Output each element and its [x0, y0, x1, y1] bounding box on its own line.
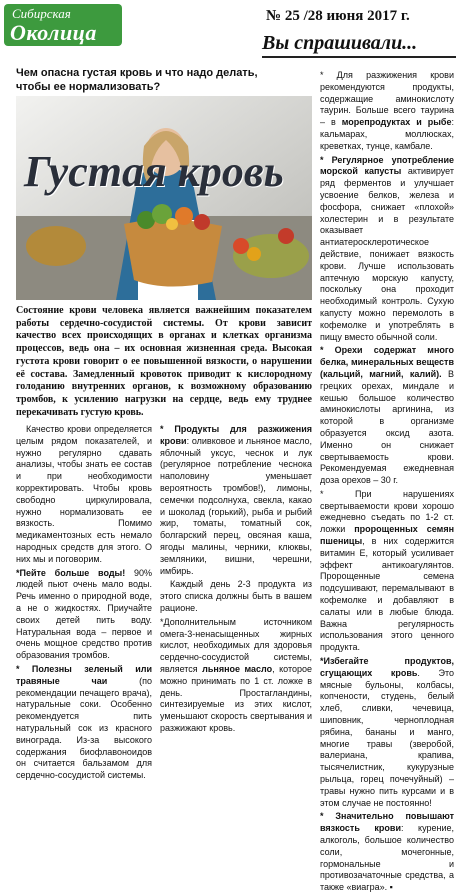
paragraph-heading: * Продукты для разжижения крови — [160, 424, 312, 446]
paragraph-text: , которое можно принимать по 1 ст. ложке в день. Простагландины, синтезируемые из этих кислот, уменьшают скорость свертывания и разжижают кровь. — [160, 663, 312, 733]
paragraph: Качество крови определяется целым рядом показателей, и нужно регулярно сдавать анализы, чтобы знать ее состав и при необходимости корректировать. Чтобы кровь свободно циркулировала, нужно нормализовать ее вязкость. Помимо медикаментозных есть немало народных средств для этого. О них мы и поговорим. — [16, 424, 152, 564]
reader-question: Чем опасна густая кровь и что надо делать, чтобы ее нормализовать? — [16, 67, 258, 93]
article-title: Густая кровь — [24, 147, 284, 196]
paragraph-heading: *Пейте больше воды! — [16, 567, 126, 578]
paragraph-heading: * Орехи содержат много белка, минеральных веществ (кальций, магний, калий). — [320, 345, 454, 379]
paragraph-text: : оливковое и льняное масло, яблочный уксус, чеснок и лук (регулярное потребление чеснока наполовину уменьшает вероятность тромбов!), лимоны, семечки подсолнуха, свекла, какао и шоколад (горький), рыба и рыбий жир, томаты, томатный сок, болгарский перец, овсяная каша, ягоды малины, черники, клюквы, земляники, вишни, черешни, имбирь. — [160, 435, 312, 576]
paragraph-text: (по рекомендации печащего врача), натуральные соки. Особенно рекомендуется пить натуральный сок из красного винограда. Из-за высокого содержания биофлавоноидов он считается бальзамом для сердечно-сосудистой системы. — [16, 675, 152, 781]
paragraph — [16, 568, 152, 662]
paragraph-heading: *Избегайте продуктов, сгущающих кровь — [320, 656, 454, 678]
issue-date: № 25 /28 июня 2017 г. — [266, 8, 410, 24]
paragraph — [320, 345, 454, 487]
paragraph-text: В грецких орехах, миндале и кешью большое количество аминокислоты аргинина, из которой в организме образуется оксид азота. Именно он снижает свертываемость крови. Рекомендуемая ежедневная доза орехов – 30 г. — [320, 368, 454, 486]
text-column-left — [16, 424, 152, 784]
paragraph-text: активирует ряд ферментов и улучшает усвоение белков, железа и фосфора, снижает «плохой» холестерин и в результате оказывает антиатеросклеротическое действие, понижает вязкость крови. Лучше использовать аптечную морскую капусту, поскольку она проходит необходимый контроль. Сухую капусту можно перемолоть в кофемолке и употреблять в пищу вместо обычной соли. — [320, 166, 454, 342]
paragraph — [160, 424, 312, 577]
paragraph — [320, 70, 454, 153]
paragraph: Каждый день 2-3 продукта из этого списка должны быть в вашем рационе. — [160, 579, 312, 613]
paragraph-text: : курение, алкоголь, большое количество соли, мочегонные, гормональные и противозачаточные средства, а также «виагра». — [320, 823, 454, 893]
newspaper-logo — [4, 4, 122, 46]
paragraph-text: : кальмарах, моллюсках, креветках, тунце, камбале. — [320, 117, 454, 151]
paragraph-heading: * Регулярное употребление морской капусты — [320, 154, 454, 177]
article-lead: Состояние крови человека является важнейшим показателем работы сердечно-сосудистой системы. От крови зависит качество всех происходящих в органах и клетках организма процессов, ведь она – их основная жизненная среда. Высокая густота крови говорит о ее повышенной вязкости, о нарушении её состава. Замедленный кровоток приводит к кислородному голоданию внутренних органов, к возможному образованию тромбов, к усилению нагрузки на сердце, ведь ему труднее перекачивать густую кровь. — [16, 305, 312, 418]
paragraph-heading: * Полезны зеленый или травяные чаи — [16, 663, 152, 686]
end-of-article-mark: ▪ — [389, 882, 393, 893]
paragraph-emphasis: льняное масло — [202, 663, 273, 674]
paragraph — [320, 489, 454, 654]
logo-line-2: Околица — [10, 20, 97, 45]
paragraph — [320, 811, 454, 894]
paragraph-heading: * Значительно повышают вязкость крови — [320, 811, 454, 834]
text-column-middle — [160, 424, 312, 737]
paragraph-text: *Дополнительным источником омега-3-ненасыщенных жирных кислот, необходимых для здоровья сердечно-сосудистой системы, является — [160, 616, 312, 674]
paragraph — [320, 656, 454, 809]
section-heading: Вы спрашивали... — [262, 32, 456, 58]
text-column-right — [320, 70, 454, 896]
logo-line-1: Сибирская — [12, 6, 71, 21]
paragraph-text: , в них содержится витамин Е, который усиливает эффект антикоагулянтов. Пророщенные семена подсушивают, перемалывают в кофемолке и добавляют в салаты или в любые блюда. Важна регулярность использования этого ценного продукта. — [320, 536, 454, 653]
paragraph — [160, 617, 312, 735]
paragraph-emphasis: пророщенных семян пшеницы — [320, 524, 455, 547]
paragraph — [320, 155, 454, 344]
paragraph-text: . Это мясные бульоны, колбасы, копчености, студень, белый хлеб, сливки, чечевица, шиповник, черноплодная рябина, бананы и манго, многие травы (зверобой, валериана, крапива, тысячелистник, кукурузные рыльца, горец почечуйный) – травы нужно пить курсами и в этом случае не постоянно! — [320, 667, 454, 808]
paragraph-text: * При нарушениях свертываемости крови хорошо ежедневно съедать по 1-2 ст. ложки — [320, 488, 454, 535]
paragraph — [16, 664, 152, 782]
paragraph-text: 90% людей пьют очень мало воды. Речь именно о природной воде, а не о жидкостях. Приучайте своих детей пить воду. Натуральная вода – первое и очень мощное средство против образования тромбов. — [16, 567, 153, 661]
article-photo — [16, 96, 312, 300]
paragraph-emphasis: морепродуктах и рыбе — [341, 117, 452, 128]
paragraph-text: * Для разжижения крови рекомендуются продукты, содержащие аминокислоту таурин. Больше всего таурина – в — [320, 70, 454, 128]
